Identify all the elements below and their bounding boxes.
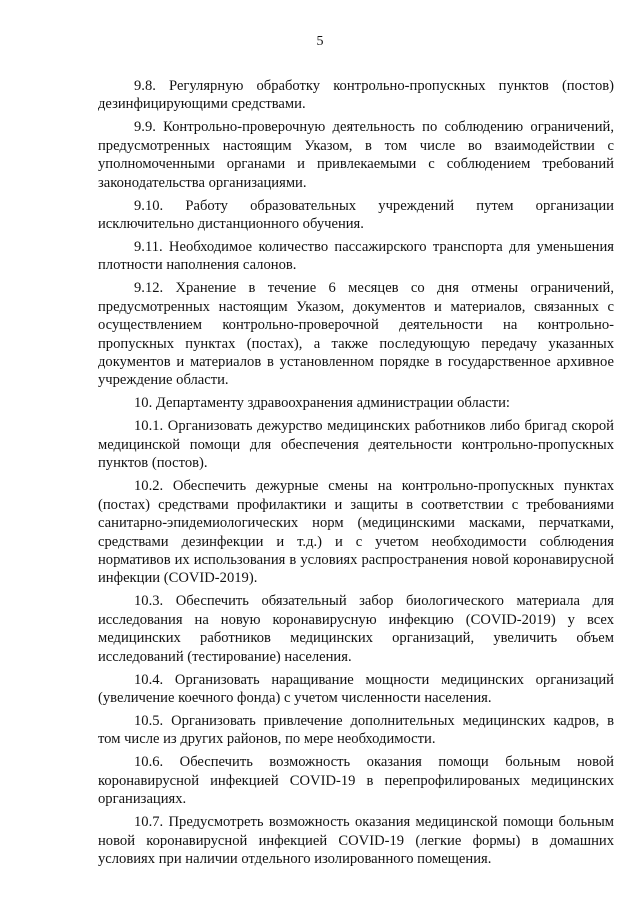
paragraph-10-5: 10.5. Организовать привлечение дополнительных медицинских кадров, в том числе из других районов, по мере необходимости. xyxy=(98,712,614,748)
paragraph-9-8: 9.8. Регулярную обработку контрольно-пропускных пунктов (постов) дезинфицирующими средствами. xyxy=(98,78,614,113)
paragraph-10-7: 10.7. Предусмотреть возможность оказания медицинской помощи больным новой коронавирусной инфекцией COVID-19 (легкие формы) в домашних условиях при наличии отдельного изолированного помещения. xyxy=(98,814,614,867)
paragraph-10-1: 10.1. Организовать дежурство медицинских работников либо бригад скорой медицинской помощи для обеспечения деятельности контрольно-пропускных пунктов (постов). xyxy=(98,418,614,472)
document-body xyxy=(98,77,614,873)
page-number: 5 xyxy=(316,34,324,49)
paragraph-9-9: 9.9. Контрольно-проверочную деятельность по соблюдению ограничений, предусмотренных настоящим Указом, в том числе во взаимодействии с уполномоченными органами и привлекаемыми с соблюдением требований законодательства организациями. xyxy=(98,119,614,191)
paragraph-10-4: 10.4. Организовать наращивание мощности медицинских организаций (увеличение коечного фонда) с учетом численности населения. xyxy=(98,671,614,706)
paragraph-9-12: 9.12. Хранение в течение 6 месяцев со дня отмены ограничений, предусмотренных настоящим Указом, документов и материалов, связанных с осуществлением контрольно-проверочной деятельности на контрольно-пропускных пунктах (постах), а также последующую передачу указанных документов и материалов в установленном порядке в государственное архивное учреждение области. xyxy=(98,280,614,389)
paragraph-10: 10. Департаменту здравоохранения администрации области: xyxy=(134,395,510,412)
paragraph-10-2: 10.2. Обеспечить дежурные смены на контрольно-пропускных пунктах (постах) средствами профилактики и защиты в соответствии с требованиями санитарно-эпидемиологических норм (медицинскими масками, перчатками, средствами дезинфекции и т.д.) и с учетом необходимости соблюдения нормативов их использования в условиях распространения новой коронавирусной инфекции (COVID-2019). xyxy=(98,478,614,587)
paragraph-10-6: 10.6. Обеспечить возможность оказания помощи больным новой коронавирусной инфекцией COVID-19 в перепрофилированых медицинских организациях. xyxy=(98,754,614,808)
paragraph-9-11: 9.11. Необходимое количество пассажирского транспорта для уменьшения плотности наполнения салонов. xyxy=(98,239,614,274)
paragraph-9-10: 9.10. Работу образовательных учреждений путем организации исключительно дистанционного обучения. xyxy=(98,197,614,233)
paragraph-10-3: 10.3. Обеспечить обязательный забор биологического материала для исследования на новую коронавирусную инфекцию (COVID-2019) у всех медицинских работников медицинских организаций, увеличить объем исследований (тестирование) населения. xyxy=(98,593,614,665)
